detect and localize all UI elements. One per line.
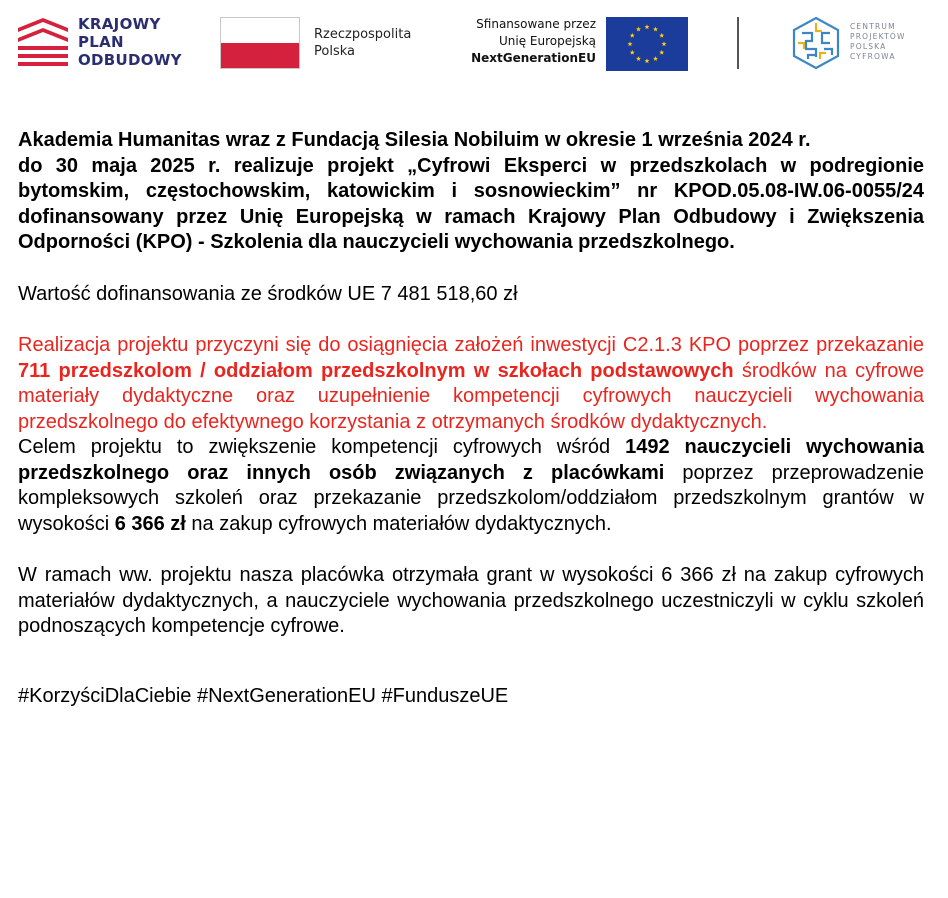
kpo-logo-text: KRAJOWY PLAN ODBUDOWY: [78, 15, 182, 69]
logo-bar: [0, 0, 948, 90]
cppc-logo-text: CENTRUM PROJEKTÓW POLSKA CYFROWA: [850, 22, 906, 61]
cppc-logo-icon: [788, 15, 844, 71]
announcement-body: [18, 128, 924, 709]
goal-text-2: środków na cyfrowe materiały dydaktyczne oraz uzupełnienie kompetencji cyfrowych nauczycieli wychowania przedszkolnego do efektywnego korzystania z otrzymanych środków dydaktycznych.: [18, 359, 924, 433]
aim-text-1: Celem projektu to zwiększenie kompetencji cyfrowych wśród: [18, 436, 626, 458]
intro-line-2: do 30 maja 2025 r. realizuje projekt „Cyfrowi Eksperci w przedszkolach w podregionie bytomskim, częstochowskim, katowickim i sosnowieckim” nr KPOD.05.08-IW.06-0055/24 dofinansowany przez Unię Europejską w ramach Krajowy Plan Odbudowy i Zwiększenia Odporności (KPO) - Szkolenia dla nauczycieli wychowania przedszkolnego.: [18, 154, 924, 253]
intro-paragraph: [18, 128, 924, 256]
goal-highlight: 711 przedszkolom / oddziałom przedszkolnym w szkołach podstawowych: [18, 359, 734, 382]
intro-line-1: Akademia Humanitas wraz z Fundacją Silesia Nobiluim w okresie 1 września 2024 r.: [18, 129, 811, 151]
aim-highlight-1: 1492 nauczycieli wychowania przedszkolnego oraz innych osób związanych z placówkami: [18, 436, 924, 484]
goal-text-1: Realizacja projektu przyczyni się do osiągnięcia założeń inwestycji C2.1.3 KPO poprzez przekazanie: [18, 334, 924, 356]
grant-paragraph: W ramach ww. projektu nasza placówka otrzymała grant w wysokości 6 366 zł na zakup cyfrowych materiałów dydaktycznych, a nauczyciele wychowania przedszkolnego uczestniczyli w cyklu szkoleń podnoszących kompetencje cyfrowe.: [18, 564, 924, 637]
aim-paragraph: [18, 435, 924, 537]
eu-flag-icon: [606, 17, 688, 71]
poland-logo-text: Rzeczpospolita Polska: [314, 27, 412, 59]
hashtags: #KorzyściDlaCiebie #NextGenerationEU #FunduszeUE: [18, 684, 509, 707]
logo-divider: [737, 17, 739, 69]
poland-flag-icon: [220, 17, 300, 69]
goal-paragraph: [18, 333, 924, 435]
aim-text-3: na zakup cyfrowych materiałów dydaktycznych.: [185, 512, 612, 535]
funding-amount: Wartość dofinansowania ze środków UE 7 481 518,60 zł: [18, 282, 518, 305]
aim-text-2: poprzez przeprowadzenie kompleksowych szkoleń oraz przekazanie przedszkolom/oddziałom przedszkolnym grantów w wysokości: [18, 461, 924, 535]
eu-funding-text: Sfinansowane przez Unię Europejską NextGenerationEU: [471, 17, 596, 65]
kpo-logo-icon: [16, 16, 70, 70]
aim-highlight-2: 6 366 zł: [114, 512, 186, 535]
